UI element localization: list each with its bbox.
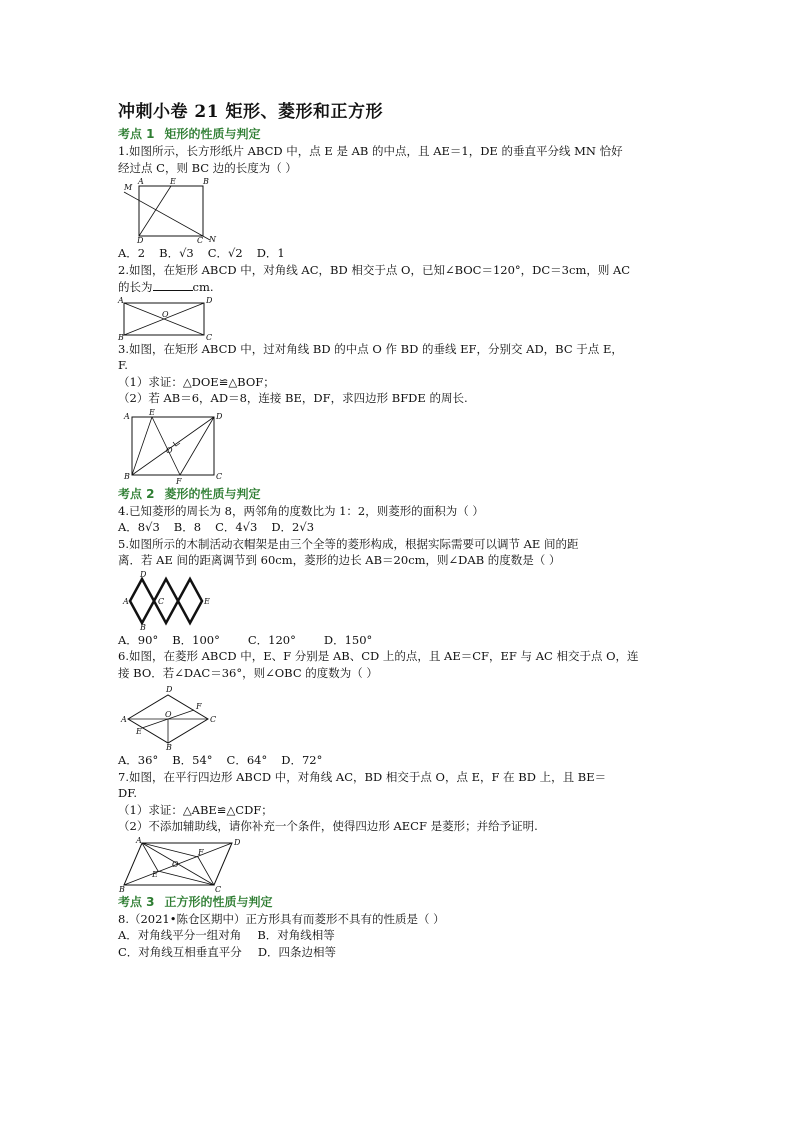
option-c: C．120°	[247, 632, 296, 647]
page-title: 冲刺小卷 21 矩形、菱形和正方形	[118, 102, 383, 122]
option-d: D．1	[256, 246, 285, 260]
svg-text:E: E	[170, 177, 176, 186]
svg-text:B: B	[124, 471, 130, 481]
question-text: 接 BO．若∠DAC＝36°，则∠OBC 的度数为（ ）	[118, 665, 378, 680]
svg-text:B: B	[118, 332, 124, 342]
svg-text:B: B	[140, 622, 146, 632]
svg-text:O: O	[166, 445, 173, 455]
question-text: 离．若 AE 间的距离调节到 60cm，菱形的边长 AB＝20cm，则∠DAB 的度数是（ ）	[118, 553, 561, 567]
section-name: 正方形的性质与判定	[164, 894, 273, 909]
svg-text:E: E	[152, 869, 158, 879]
option-d: D．150°	[323, 632, 373, 647]
question-text	[118, 278, 678, 296]
question-text: 8.（2021•陈仓区期中）正方形具有而菱形不具有的性质是（ ）	[118, 911, 445, 926]
question-text: 5.如图所示的木制活动衣帽架是由三个全等的菱形构成，根据实际需要可以调节 AE 间的距	[118, 536, 579, 551]
option-d: D．72°	[281, 753, 323, 767]
svg-text:O: O	[162, 309, 169, 319]
option-a: A．8√3	[118, 520, 160, 534]
figure-rectangle-diagonals	[118, 295, 218, 342]
question-2	[118, 262, 678, 340]
question-3	[118, 341, 678, 485]
option-c: C．√2	[207, 246, 243, 260]
svg-text:A: A	[124, 411, 130, 421]
section-number: 考点 3	[118, 894, 155, 909]
svg-text:D: D	[137, 236, 144, 245]
option-a: A．对角线平分一组对角	[118, 928, 242, 942]
option-b: B．对角线相等	[257, 928, 335, 942]
option-d: D．四条边相等	[257, 944, 337, 959]
svg-text:D: D	[166, 685, 173, 694]
svg-text:M: M	[124, 183, 133, 192]
section-number: 考点 1	[118, 127, 155, 141]
question-text: 2.如图，在矩形 ABCD 中，对角线 AC，BD 相交于点 O，已知∠BOC＝120°，DC＝3cm，则 AC	[118, 262, 631, 277]
svg-text:E: E	[204, 596, 210, 606]
question-5	[118, 536, 678, 649]
svg-text:F: F	[176, 476, 182, 486]
svg-text:A: A	[123, 596, 129, 606]
question-text: 经过点 C，则 BC 边的长度为（ ）	[118, 160, 297, 175]
svg-text:C: C	[206, 332, 213, 342]
question-text: DF.	[118, 786, 138, 800]
option-b: B．8	[173, 520, 202, 534]
section-name: 矩形的性质与判定	[164, 127, 261, 141]
section-heading-1	[118, 126, 678, 143]
svg-text:B: B	[119, 884, 125, 894]
option-b: B．√3	[159, 246, 194, 260]
question-7	[118, 769, 678, 893]
svg-text:A: A	[121, 715, 127, 724]
svg-text:E: E	[149, 407, 155, 417]
svg-text:C: C	[210, 715, 217, 724]
svg-text:O: O	[172, 859, 179, 869]
svg-text:N: N	[209, 235, 216, 244]
svg-text:D: D	[216, 411, 223, 421]
svg-text:A: A	[118, 295, 124, 305]
worksheet	[118, 100, 678, 960]
section-number: 考点 2	[118, 486, 155, 501]
option-a: A．2	[118, 246, 146, 260]
svg-text:E: E	[136, 727, 142, 736]
answer-options	[118, 632, 678, 649]
answer-options	[118, 752, 678, 769]
question-part-2: （2）不添加辅助线，请你补充一个条件，使得四边形 AECF 是菱形；并给予证明.	[118, 819, 538, 833]
svg-text:A: A	[138, 177, 144, 186]
figure-rectangle-perpendicular	[118, 409, 230, 485]
option-d: D．2√3	[271, 520, 315, 534]
svg-text:O: O	[165, 710, 172, 719]
answer-options	[118, 519, 678, 536]
svg-text:A: A	[136, 835, 142, 845]
figure-parallelogram	[118, 835, 241, 894]
svg-text:D: D	[206, 295, 213, 305]
svg-text:C: C	[197, 236, 204, 245]
question-text: 6.如图，在菱形 ABCD 中，E、F 分别是 AB、CD 上的点，且 AE＝CF，EF 与 AC 相交于点 O，连	[118, 649, 639, 663]
svg-text:D: D	[140, 569, 147, 579]
question-part-1: （1）求证：△DOE≌△BOF；	[118, 374, 275, 389]
figure-rectangle-fold	[118, 178, 218, 244]
option-c: C．对角线互相垂直平分	[118, 944, 242, 959]
section-heading-3	[118, 894, 678, 911]
question-text: 4.已知菱形的周长为 8，两邻角的度数比为 1：2，则菱形的面积为（ ）	[118, 503, 484, 518]
figure-coat-rack-rhombuses	[118, 571, 218, 631]
answer-options	[118, 245, 678, 262]
question-part-1: （1）求证：△ABE≌△CDF；	[118, 802, 273, 817]
question-text: F.	[118, 358, 128, 372]
question-text-part: cm.	[192, 280, 214, 294]
question-text: 3.如图，在矩形 ABCD 中，过对角线 BD 的中点 O 作 BD 的垂线 EF，分别交 AD，BC 于点 E，	[118, 341, 623, 356]
option-a: A．36°	[118, 753, 159, 767]
question-text: 1.如图所示，长方形纸片 ABCD 中，点 E 是 AB 的中点，且 AE＝1，DE 的垂直平分线 MN 恰好	[118, 144, 623, 158]
option-c: C．4√3	[215, 520, 258, 534]
question-part-2: （2）若 AB＝6，AD＝8，连接 BE，DF，求四边形 BFDE 的周长.	[118, 391, 468, 405]
svg-text:C: C	[158, 596, 165, 606]
svg-text:D: D	[234, 837, 241, 847]
question-text-part: 的长为	[118, 280, 153, 294]
svg-text:F: F	[196, 702, 202, 711]
answer-blank[interactable]	[153, 278, 193, 291]
option-c: C．64°	[226, 753, 268, 767]
svg-text:B: B	[166, 743, 172, 752]
svg-text:B: B	[203, 177, 209, 186]
section-name: 菱形的性质与判定	[164, 486, 261, 501]
option-b: B．54°	[172, 753, 213, 767]
svg-text:C: C	[216, 471, 223, 481]
answer-options-row-2	[118, 944, 678, 961]
figure-rhombus-efo	[118, 683, 218, 751]
option-b: B．100°	[172, 632, 220, 647]
section-heading-2	[118, 486, 678, 503]
question-6	[118, 648, 678, 769]
question-8	[118, 911, 678, 961]
answer-options-row-1	[118, 927, 678, 944]
question-1	[118, 143, 678, 262]
question-4	[118, 503, 678, 536]
question-text: 7.如图，在平行四边形 ABCD 中，对角线 AC，BD 相交于点 O，点 E，F 在 BD 上，且 BE＝	[118, 769, 607, 784]
svg-text:C: C	[215, 884, 222, 894]
svg-text:F: F	[198, 847, 204, 857]
option-a: A．90°	[118, 632, 159, 647]
